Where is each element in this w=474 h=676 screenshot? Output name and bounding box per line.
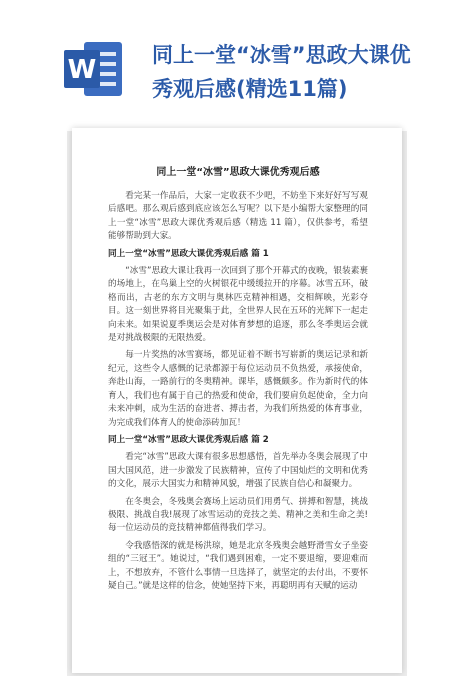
- document-page: [72, 128, 402, 673]
- paragraph: 在冬奥会，冬残奥会赛场上运动员们用勇气、拼搏和智慧，挑战极限、挑战自我!展现了冰雪运动的竞技之美、精神之美和生命之美!每一位运动员的竞技精神都值得我们学习。: [108, 496, 368, 534]
- section-heading: 同上一堂“冰雪”思政大课优秀观后感 篇 1: [108, 248, 269, 259]
- page-title: [152, 38, 452, 106]
- section-heading: 同上一堂“冰雪”思政大课优秀观后感 篇 2: [108, 434, 269, 445]
- title-line-1: 同上一堂“冰雪”思政大课优: [152, 43, 411, 67]
- paragraph: 令我感悟深的就是杨洪琼，她是北京冬残奥会越野滑雪女子坐姿组的“三冠王”。她说过，“我们遇到困难，一定不要退缩，要迎难而上，不想放弃，不管什么事情一旦选择了，就坚定的去付出，不要怀疑自己。”就是这样的信念，使她坚持下来，再聪明再有天赋的运动: [108, 540, 368, 591]
- paragraph: 看完某一作品后，大家一定收获不少吧，不妨坐下来好好写写观后感吧。那么观后感到底应该怎么写呢？以下是小编帮大家整理的同上一堂“冰雪”思政大课优秀观后感（精选 11 篇），仅供参考，希望能够帮助到大家。: [108, 191, 368, 242]
- header: [0, 0, 474, 120]
- document-body: [72, 128, 402, 593]
- word-document-icon: [62, 38, 124, 100]
- document-title: 同上一堂“冰雪”思政大课优秀观后感: [156, 167, 320, 178]
- paragraph: “冰雪”思政大课让我再一次回到了那个开幕式的夜晚，银装素裹的场地上，在鸟巢上空的火树银花中缓缓拉开的序幕。冰雪五环，破格而出，古老的东方文明与奥林匹克精神相遇，交相辉映，光彩夺目。这一刻世界将目光聚集于此，全世界人民在五环的光辉下一起走向未来。如果说夏季奥运会是对体育梦想的追逐，那么冬季奥运会就是对挑战极限的无限热爱。: [108, 266, 368, 344]
- paragraph: 每一片奖热的冰雪赛场，都见证着不断书写崭新的奥运记录和新纪元，这些令人感慨的记录都源于每位运动员不负热爱，承接使命，奔赴山海，一路前行的冬奥精神。课毕，感慨颇多。作为新时代的体育人，我们也有属于自己的热爱和使命，我们要肩负起使命，全力向未来冲刺，成为生活的奋进者、搏击者，为我们所热爱的体育事业，为完成我们体育人的使命添砖加瓦！: [108, 350, 368, 428]
- title-line-2: 秀观后感(精选11篇): [152, 77, 348, 101]
- paragraph: 看完“冰雪”思政大课有很多思想感悟，首先举办冬奥会展现了中国大国风范，进一步激发了民族精神，宣传了中国灿烂的文明和优秀的文化，展示大国实力和精神风貌，增强了民族自信心和凝聚力。: [108, 452, 368, 490]
- word-icon-letter: W: [67, 55, 97, 85]
